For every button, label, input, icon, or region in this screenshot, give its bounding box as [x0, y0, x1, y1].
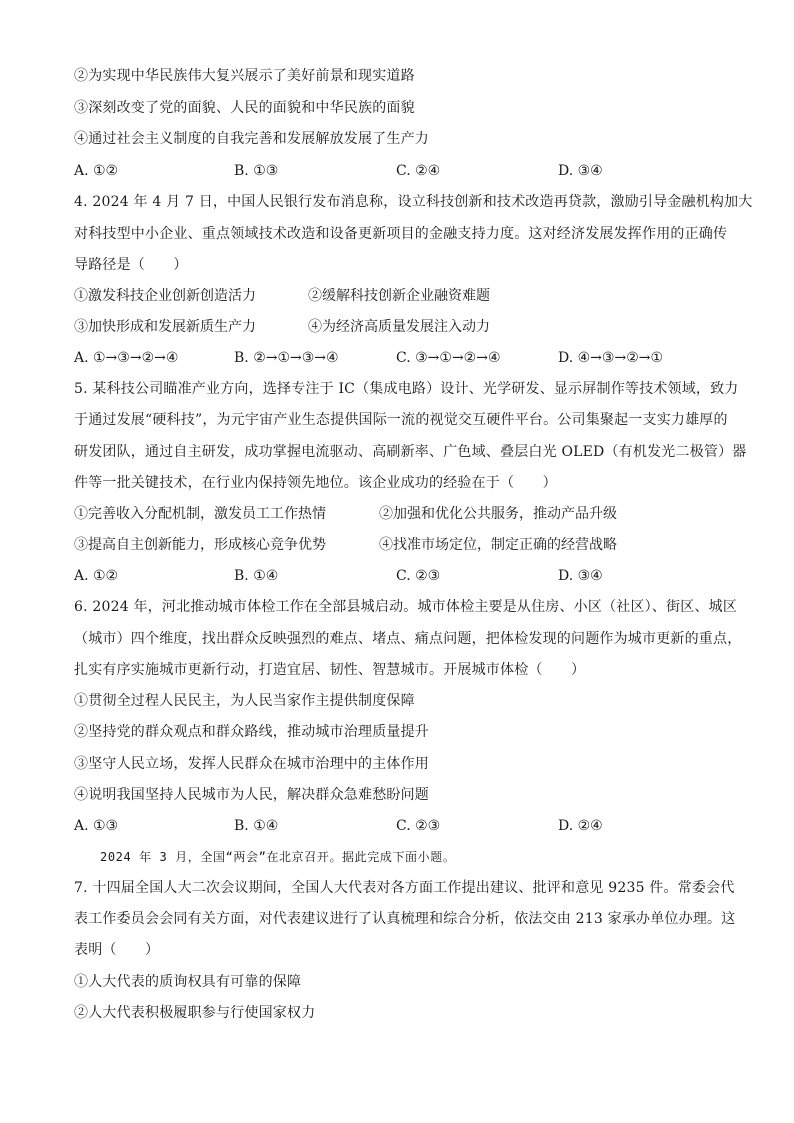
- q7-stem-line-3: 表明（ ）: [74, 942, 160, 958]
- q4-option-a[interactable]: A. ①→③→②→④: [74, 350, 179, 366]
- q5-stem-line-1: 5. 某科技公司瞄准产业方向，选择专注于 IC（集成电路）设计、光学研发、显示屏制作等技术领域，致力: [74, 381, 739, 397]
- q7-stem-line-1: 7. 十四届全国人大二次会议期间，全国人大代表对各方面工作提出建议、批评和意见 9235 件。常委会代: [74, 880, 735, 896]
- q6-option-b[interactable]: B. ①④: [234, 818, 279, 834]
- q4-item-3: ③加快形成和发展新质生产力: [74, 319, 256, 335]
- q6-item-1: ①贯彻全过程人民民主，为人民当家作主提供制度保障: [74, 693, 415, 709]
- q5-item-2: ②加强和优化公共服务，推动产品升级: [379, 506, 617, 522]
- q5-item-3: ③提高自主创新能力，形成核心竞争优势: [74, 537, 326, 553]
- q4-option-d[interactable]: D. ④→③→②→①: [558, 350, 664, 366]
- q6-item-4: ④说明我国坚持人民城市为人民，解决群众急难愁盼问题: [74, 787, 429, 803]
- q6-item-3: ③坚守人民立场，发挥人民群众在城市治理中的主体作用: [74, 756, 429, 772]
- q4-item-4: ④为经济高质量发展注入动力: [308, 319, 490, 335]
- q7-item-1: ①人大代表的质询权具有可靠的保障: [74, 974, 302, 990]
- q5-stem-line-2: 于通过发展“硬科技”，为元宇宙产业生态提供国际一流的视觉交互硬件平台。公司集聚起一支实力雄厚的: [74, 412, 728, 428]
- q6-stem-line-3: 扎实有序实施城市更新行动，打造宜居、韧性、智慧城市。开展城市体检（ ）: [74, 662, 586, 678]
- q6-option-a[interactable]: A. ①③: [74, 818, 119, 834]
- q3-item-3: ③深刻改变了党的面貌、人民的面貌和中华民族的面貌: [74, 100, 415, 116]
- q4-stem-line-2: 对科技型中小企业、重点领域技术改造和设备更新项目的金融支持力度。这对经济发展发挥作用的正确传: [74, 226, 728, 242]
- q6-option-d[interactable]: D. ②④: [558, 818, 603, 834]
- group-instruction: 2024 年 3 月，全国“两会”在北京召开。据此完成下面小题。: [100, 850, 456, 864]
- q5-stem-line-3: 研发团队，通过自主研发，成功掌握电流驱动、高刷新率、广色域、叠层白光 OLED（有机发光二极管）器: [74, 444, 747, 460]
- q4-item-2: ②缓解科技创新企业融资难题: [308, 288, 490, 304]
- q5-option-a[interactable]: A. ①②: [74, 568, 119, 584]
- q3-item-2: ②为实现中华民族伟大复兴展示了美好前景和现实道路: [74, 68, 415, 84]
- q6-stem-line-2: （城市）四个维度，找出群众反映强烈的难点、堵点、痛点问题，把体检发现的问题作为城市更新的重点，: [74, 631, 742, 647]
- q4-item-1: ①激发科技企业创新创造活力: [74, 288, 256, 304]
- q3-option-a[interactable]: A. ①②: [74, 163, 119, 179]
- q7-stem-line-2: 表工作委员会会同有关方面，对代表建议进行了认真梳理和综合分析，依法交由 213 家承办单位办理。这: [74, 911, 736, 927]
- q4-stem-line-3: 导路径是（ ）: [74, 257, 188, 273]
- q3-option-b[interactable]: B. ①③: [234, 163, 279, 179]
- q5-item-1: ①完善收入分配机制，激发员工工作热情: [74, 506, 326, 522]
- q3-option-d[interactable]: D. ③④: [558, 163, 603, 179]
- q4-stem-line-1: 4. 2024 年 4 月 7 日，中国人民银行发布消息称，设立科技创新和技术改造再贷款，激励引导金融机构加大: [74, 194, 753, 210]
- q5-option-c[interactable]: C. ②③: [396, 568, 441, 584]
- q7-item-2: ②人大代表积极履职参与行使国家权力: [74, 1005, 316, 1021]
- q5-option-b[interactable]: B. ①④: [234, 568, 279, 584]
- q6-stem-line-1: 6. 2024 年，河北推动城市体检工作在全部县城启动。城市体检主要是从住房、小区（社区）、街区、城区: [74, 599, 738, 615]
- q4-option-c[interactable]: C. ③→①→②→④: [396, 350, 501, 366]
- q4-option-b[interactable]: B. ②→①→③→④: [234, 350, 339, 366]
- q5-stem-line-4: 件等一批关键技术，在行业内保持领先地位。该企业成功的经验在于（ ）: [74, 475, 557, 491]
- q3-item-4: ④通过社会主义制度的自我完善和发展解放发展了生产力: [74, 131, 429, 147]
- q5-item-4: ④找准市场定位，制定正确的经营战略: [379, 537, 617, 553]
- q5-option-d[interactable]: D. ③④: [558, 568, 603, 584]
- q6-option-c[interactable]: C. ②③: [396, 818, 441, 834]
- q3-option-c[interactable]: C. ②④: [396, 163, 441, 179]
- q6-item-2: ②坚持党的群众观点和群众路线，推动城市治理质量提升: [74, 724, 429, 740]
